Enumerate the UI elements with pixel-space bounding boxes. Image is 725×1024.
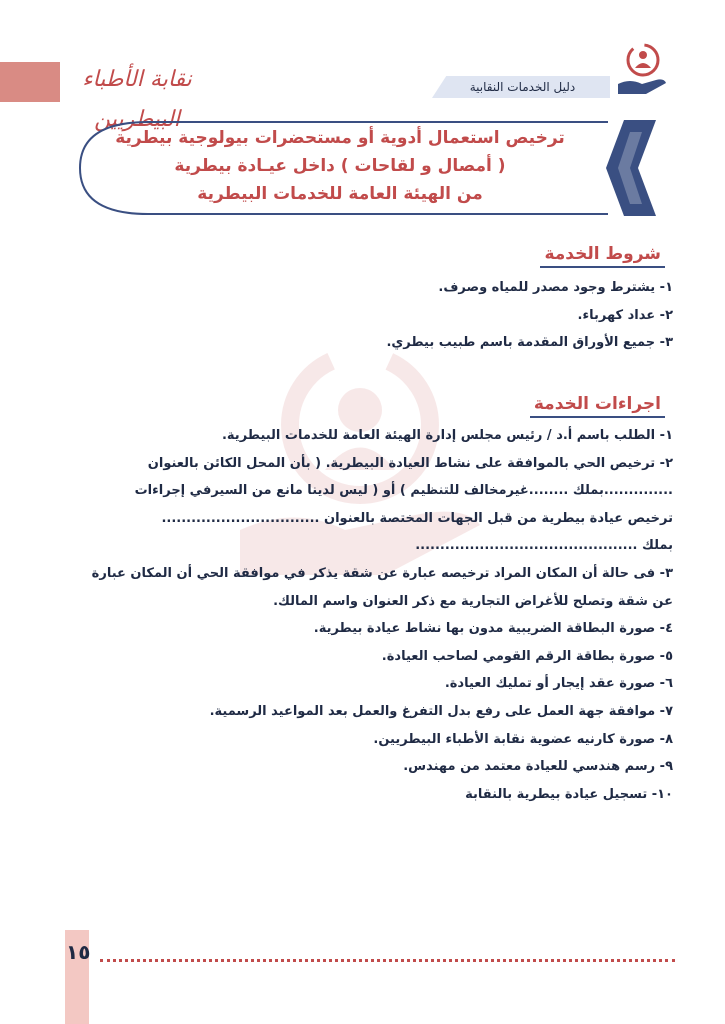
chevron-left-icon [606, 120, 656, 216]
conditions-list [53, 274, 673, 357]
syndicate-calligraphy-logo: نقابة الأطباء البيطريين [82, 67, 192, 132]
list-item: ترخيص عيادة بيطرية من قبل الجهات المختصة بالعنوان ................................ [161, 510, 673, 526]
list-item: ١- يشترط وجود مصدر للمياه وصرف. [438, 280, 673, 295]
list-item: ٤- صورة البطاقة الضريبية مدون بها نشاط عيادة بيطرية. [313, 621, 673, 637]
corner-accent-block [0, 62, 60, 102]
title-line-3: من الهيئة العامة للخدمات البيطرية [197, 184, 483, 204]
list-item: ..............بملك ........غيرمخالف للتنظيم ) أو ( ليس لدينا مانع من السيرفي إجراءات [134, 483, 673, 499]
list-item: ٥- صورة بطاقة الرقم القومي لصاحب العيادة. [381, 648, 673, 664]
page-title [90, 124, 590, 208]
list-item: ٢- عداد كهرباء. [577, 307, 673, 323]
service-hand-logo [616, 40, 670, 100]
list-item: ٢- ترخيص الحي بالموافقة على نشاط العيادة البيطرية. ( بأن المحل الكائن بالعنوان [147, 455, 673, 471]
list-item: ٩- رسم هندسي للعيادة معتمد من مهندس. [403, 759, 673, 775]
title-line-1: ترخيص استعمال أدوية أو مستحضرات بيولوجية بيطرية [115, 128, 565, 148]
list-item: ٣- فى حالة أن المكان المراد ترخيصه عبارة عن شقة يذكر في موافقة الحي أن المكان عبارة [91, 565, 673, 581]
procedures-list [53, 422, 673, 808]
list-item: ٣- جميع الأوراق المقدمة باسم طبيب بيطري. [386, 335, 673, 351]
conditions-heading: شروط الخدمة [540, 244, 665, 268]
footer-dotted-rule [100, 959, 675, 962]
list-item: ٦- صورة عقد إيجار أو تمليك العيادة. [444, 676, 673, 692]
title-line-2: ( أمصال و لقاحات ) داخل عيـادة بيطرية [174, 156, 506, 176]
list-item: ١٠- تسجيل عيادة بيطرية بالنقابة [465, 786, 673, 802]
guide-label: دليل الخدمات النقابية [469, 80, 576, 94]
procedures-heading: اجراءات الخدمة [530, 394, 665, 418]
page-number: ١٥ [66, 940, 91, 964]
list-item: بملك ............................................. [415, 538, 673, 554]
list-item: ٨- صورة كارنيه عضوية نقابة الأطباء البيطريين. [373, 731, 673, 747]
list-item: عن شقة وتصلح للأغراض التجارية مع ذكر العنوان واسم المالك. [273, 593, 673, 609]
list-item: ١- الطلب باسم أ.د / رئيس مجلس إدارة الهيئة العامة للخدمات البيطرية. [221, 428, 673, 443]
list-item: ٧- موافقة جهة العمل على رفع بدل التفرغ والعمل بعد المواعيد الرسمية. [209, 703, 673, 719]
